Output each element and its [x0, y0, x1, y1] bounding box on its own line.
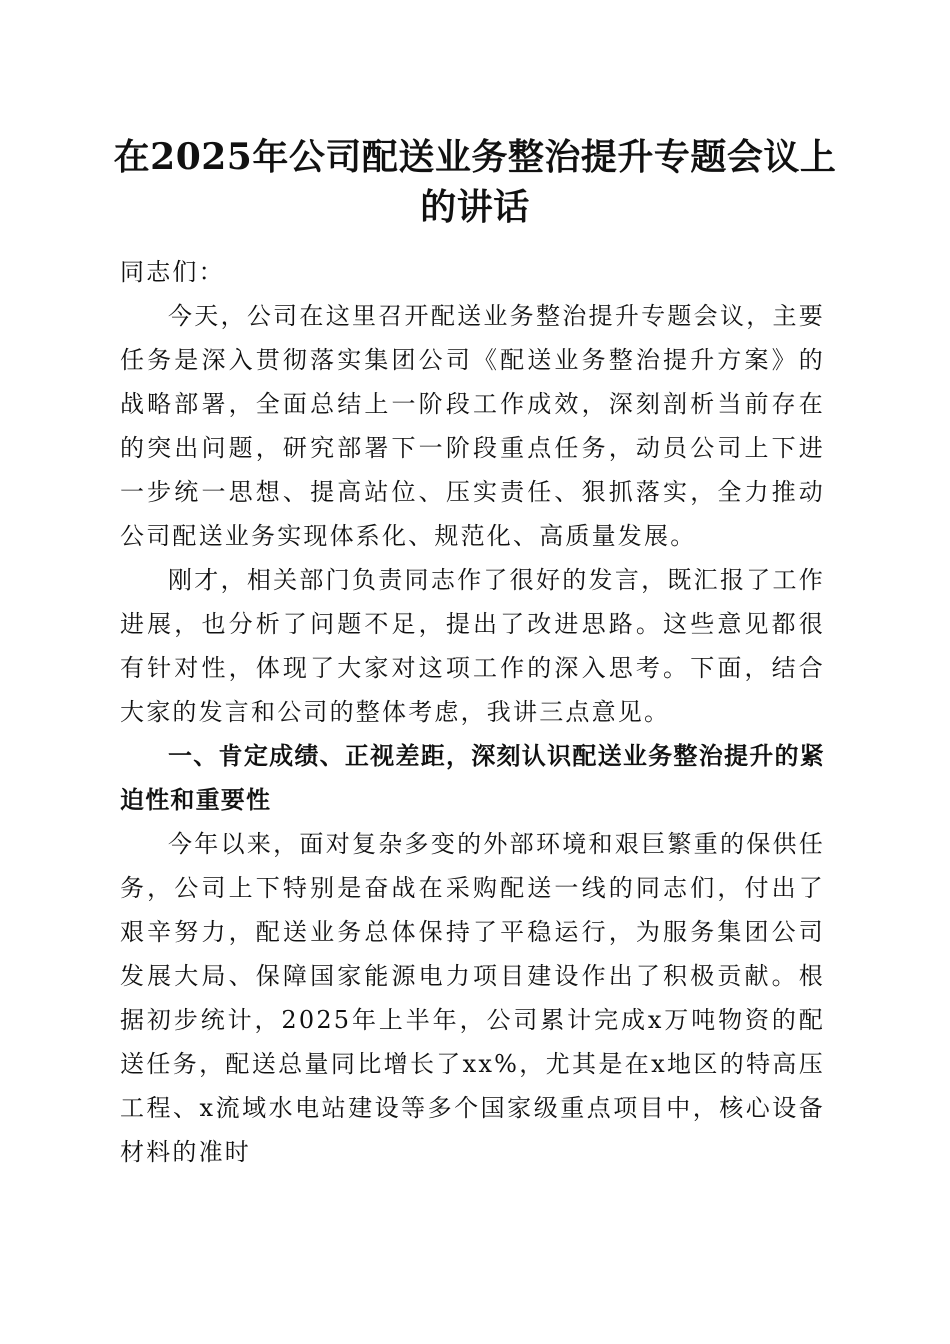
- greeting: 同志们：: [120, 258, 225, 286]
- document-body: [120, 250, 825, 1174]
- paragraph-opening: 今天，公司在这里召开配送业务整治提升专题会议，主要任务是深入贯彻落实集团公司《配送业务整治提升方案》的战略部署，全面总结上一阶段工作成效，深刻剖析当前存在的突出问题，研究部署下一阶段重点任务，动员公司上下进一步统一思想、提高站位、压实责任、狠抓落实，全力推动公司配送业务实现体系化、规范化、高质量发展。: [120, 302, 825, 550]
- section-paragraph: 今年以来，面对复杂多变的外部环境和艰巨繁重的保供任务，公司上下特别是奋战在采购配送一线的同志们，付出了艰辛努力，配送业务总体保持了平稳运行，为服务集团公司发展大局、保障国家能源电力项目建设作出了积极贡献。根据初步统计，2025年上半年，公司累计完成x万吨物资的配送任务，配送总量同比增长了xx%，尤其是在x地区的特高压工程、x流域水电站建设等多个国家级重点项目中，核心设备材料的准时: [120, 830, 825, 1166]
- paragraph-comments: 刚才，相关部门负责同志作了很好的发言，既汇报了工作进展，也分析了问题不足，提出了改进思路。这些意见都很有针对性，体现了大家对这项工作的深入思考。下面，结合大家的发言和公司的整体考虑，我讲三点意见。: [120, 566, 825, 726]
- document-title: 在2025年公司配送业务整治提升专题会议上的讲话: [113, 136, 837, 228]
- section-heading: 一、肯定成绩、正视差距，深刻认识配送业务整治提升的紧迫性和重要性: [120, 742, 825, 814]
